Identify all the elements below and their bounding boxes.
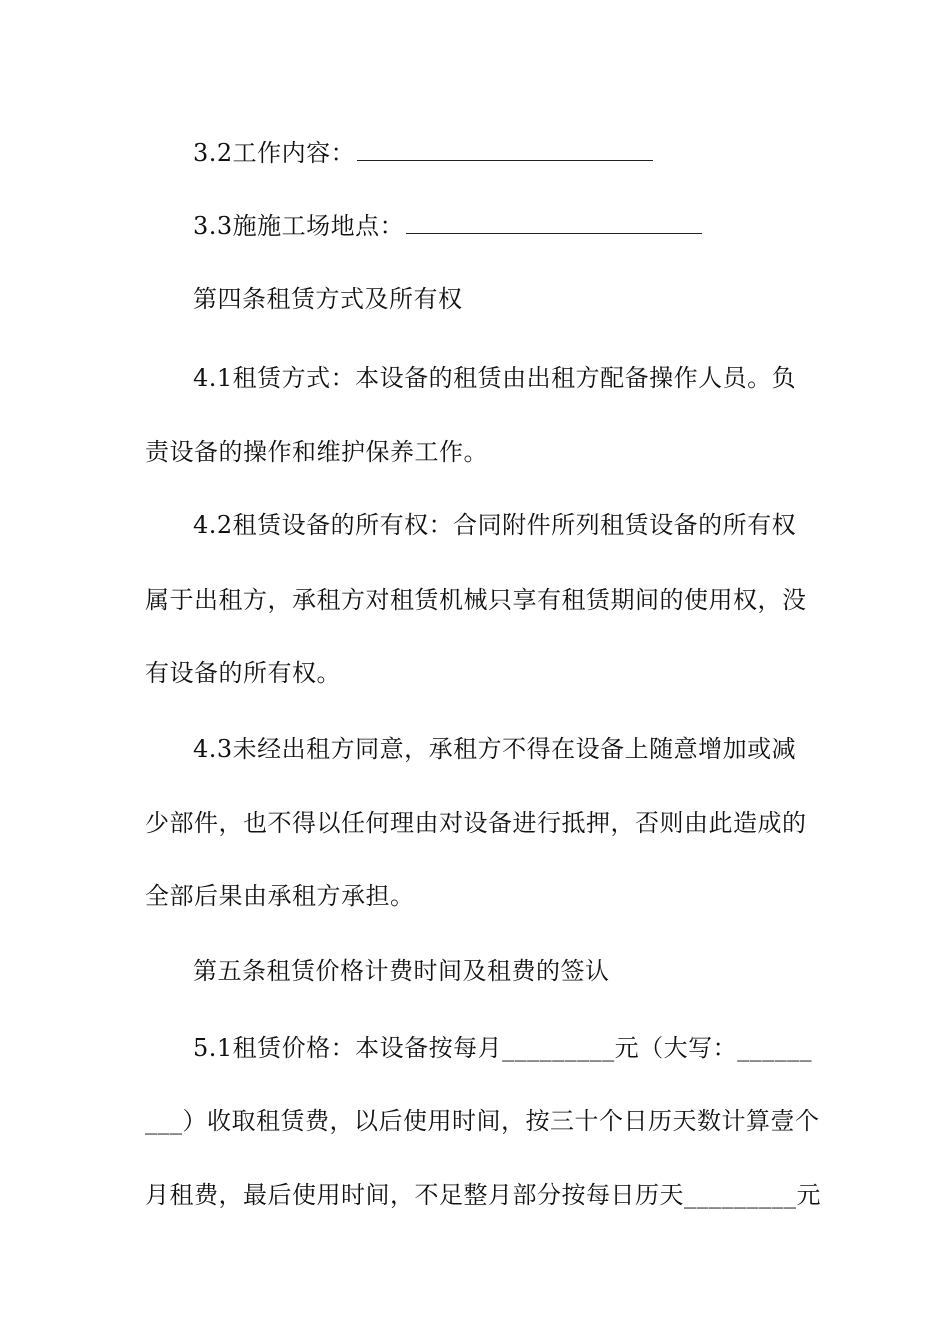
clause-4-1-line-1: 4.1租赁方式：本设备的租赁由出租方配备操作人员。负: [193, 364, 797, 392]
clause-3-3: [193, 211, 810, 241]
site-location-blank: [406, 211, 702, 234]
clause-4-2-line-2: 属于出租方，承租方对租赁机械只享有租赁期间的使用权，没: [145, 586, 807, 614]
clause-4-3-line-1: 4.3未经出租方同意，承租方不得在设备上随意增加或减: [193, 735, 797, 763]
clause-5-1-line-3: 月租费，最后使用时间，不足整月部分按每日历天_________元: [145, 1181, 821, 1209]
article-5-heading: 第五条租赁价格计费时间及租费的签认: [193, 957, 610, 985]
work-content-blank: [357, 138, 653, 161]
clause-3-3-label: 3.3施施工场地点：: [193, 212, 405, 240]
clause-5-1-line-1: 5.1租赁价格：本设备按每月_________元（大写：______: [193, 1034, 813, 1062]
clause-4-1-line-2: 责设备的操作和维护保养工作。: [145, 438, 488, 466]
clause-4-3-line-2: 少部件，也不得以任何理由对设备进行抵押，否则由此造成的: [145, 809, 807, 837]
clause-3-2-label: 3.2工作内容：: [193, 139, 356, 167]
clause-5-1-line-2: ___）收取租赁费，以后使用时间，按三十个日历天数计算壹个: [145, 1107, 820, 1135]
article-4-heading: 第四条租赁方式及所有权: [193, 285, 463, 313]
clause-4-2-line-3: 有设备的所有权。: [145, 659, 341, 687]
clause-4-2-line-1: 4.2租赁设备的所有权：合同附件所列租赁设备的所有权: [193, 511, 797, 539]
clause-3-2: [193, 138, 810, 168]
clause-4-3-line-3: 全部后果由承租方承担。: [145, 882, 415, 910]
